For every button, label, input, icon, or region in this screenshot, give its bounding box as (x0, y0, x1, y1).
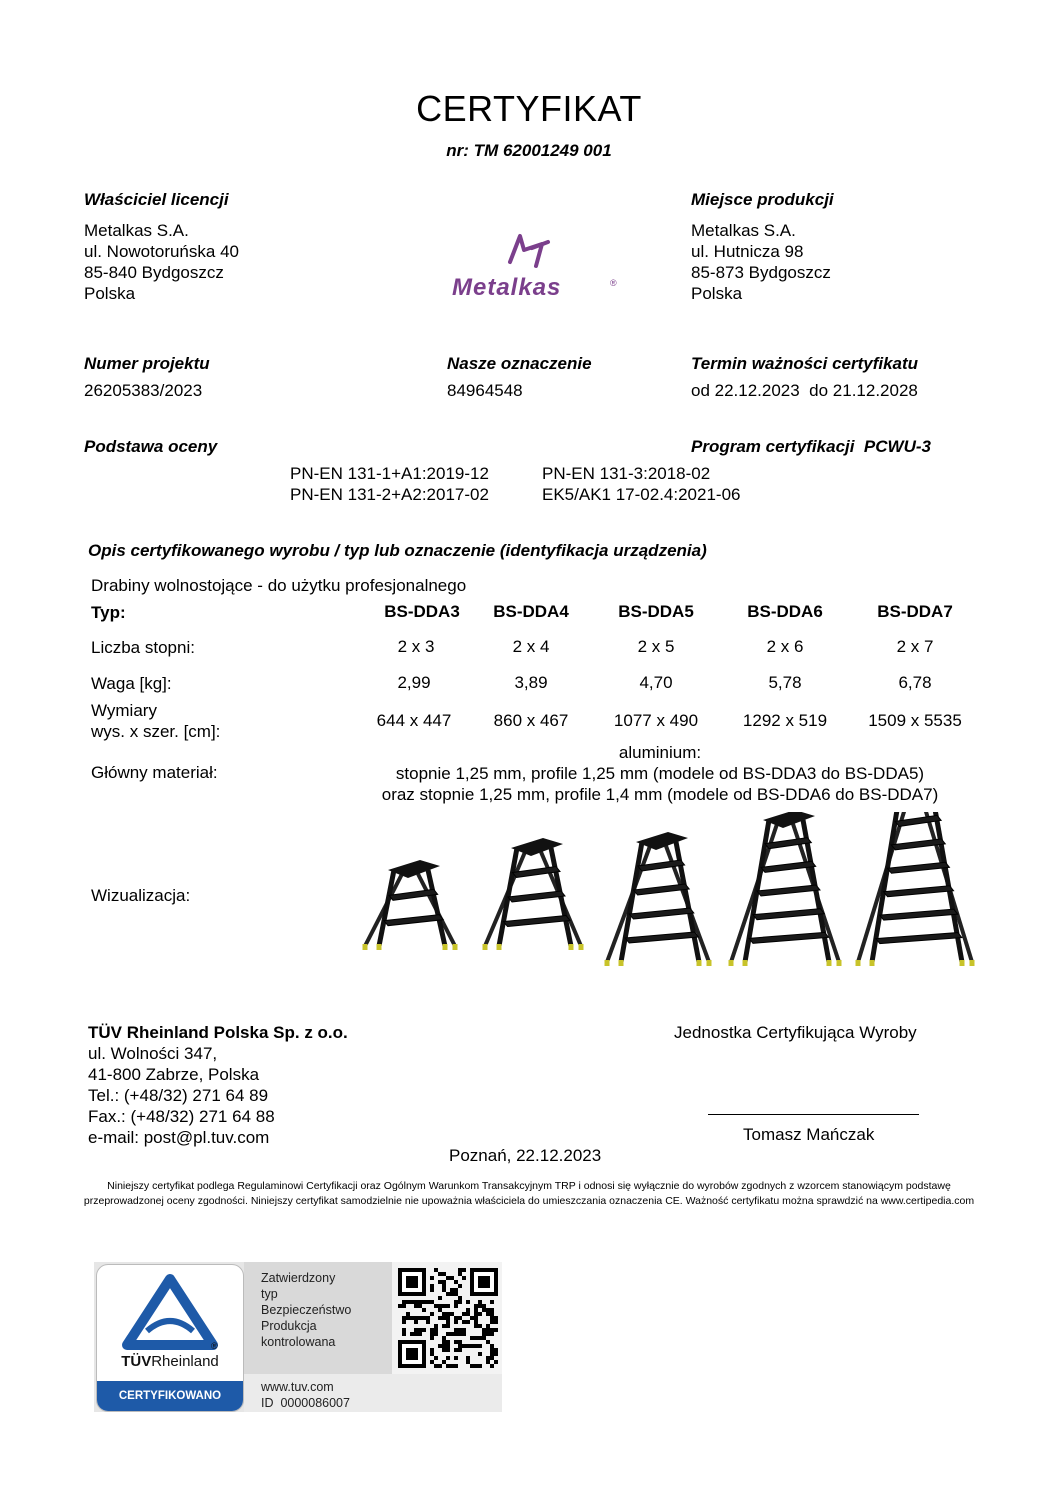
designation-value: 84964548 (447, 381, 523, 400)
production-heading: Miejsce produkcji (691, 190, 834, 209)
badge-line: kontrolowana (261, 1335, 336, 1349)
weight-value: 2,99 (397, 673, 431, 692)
weight-label: Waga [kg]: (91, 674, 172, 693)
badge-attributes (261, 1270, 351, 1350)
material-line: aluminium: (618, 743, 702, 762)
steps-value: 2 x 4 (512, 637, 550, 656)
certified-bar: CERTYFIKOWANO (97, 1381, 243, 1411)
standard: PN-EN 131-2+A2:2017-02 (290, 485, 489, 504)
standard: EK5/AK1 17-02.4:2021-06 (542, 485, 741, 504)
ladder-image (605, 832, 712, 966)
owner-line: Polska (84, 284, 136, 303)
standard: PN-EN 131-1+A1:2019-12 (290, 464, 489, 483)
owner-line: 85-840 Bydgoszcz (84, 263, 224, 282)
qr-code[interactable] (398, 1268, 498, 1368)
steps-label: Liczba stopni: (91, 638, 195, 657)
designation-heading: Nasze oznaczenie (447, 354, 592, 373)
basis-heading: Podstawa oceny (84, 437, 218, 456)
model-header: BS-DDA7 (877, 602, 953, 621)
badge-line: typ (261, 1287, 278, 1301)
model-header: BS-DDA5 (618, 602, 694, 621)
tuv-brand-bold: TÜV (121, 1353, 152, 1370)
issuer-line: ul. Wolności 347, (88, 1044, 218, 1063)
tuv-brand (97, 1353, 243, 1370)
issuer-name: TÜV Rheinland Polska Sp. z o.o. (88, 1023, 348, 1042)
standard: PN-EN 131-3:2018-02 (542, 464, 711, 483)
steps-value: 2 x 3 (397, 637, 435, 656)
issuer-line: e-mail: post@pl.tuv.com (88, 1128, 270, 1147)
ladder-image (483, 838, 584, 950)
metalkas-logo (448, 226, 628, 306)
weight-value: 3,89 (514, 673, 548, 692)
metalkas-logo-text: Metalkas (452, 274, 562, 301)
tuv-triangle-icon (97, 1271, 243, 1361)
owner-heading: Właściciel licencji (84, 190, 229, 209)
description-heading: Opis certyfikowanego wyrobu / typ lub oznaczenie (identyfikacja urządzenia) (88, 541, 707, 560)
ladder-visualizations (340, 812, 1000, 978)
badge-line: Produkcja (261, 1319, 317, 1333)
production-line: Polska (691, 284, 743, 303)
legal-note-line: Niniejszy certyfikat podlega Regulaminowi Certyfikacji oraz Ogólnym Warunkom Transakcyjnym TRP i odnosi się wyłącznie do wyrobów zgodnych z wzorcem stanowiącym podstawę (107, 1180, 951, 1192)
owner-address (84, 220, 239, 304)
owner-line: ul. Nowotoruńska 40 (84, 242, 239, 261)
model-header: BS-DDA4 (493, 602, 569, 621)
dims-value: 1077 x 490 (613, 711, 699, 730)
material-label: Główny materiał: (91, 763, 218, 782)
steps-value: 2 x 5 (637, 637, 675, 656)
signatory-name: Tomasz Mańczak (743, 1125, 875, 1144)
dims-value: 860 x 467 (493, 711, 569, 730)
badge-id: ID 0000086007 (261, 1396, 350, 1410)
production-line: ul. Hutnicza 98 (691, 242, 804, 261)
ladders-svg (340, 812, 1000, 978)
legal-note-line: przeprowadzonej oceny zgodności. Niniejszy certyfikat samodzielnie nie upoważnia właściciela do umieszczania oznaczenia CE. Ważność certyfikatu można sprawdzić na www.certipedia.com (83, 1195, 975, 1207)
dims-value: 1509 x 5535 (868, 711, 962, 730)
weight-value: 6,78 (898, 673, 932, 692)
validity-value: od 22.12.2023 do 21.12.2028 (691, 381, 918, 400)
ladder-image (729, 812, 842, 966)
place-date: Poznań, 22.12.2023 (449, 1146, 602, 1165)
material-line: stopnie 1,25 mm, profile 1,25 mm (modele od BS-DDA3 do BS-DDA5) (395, 764, 925, 783)
qr-code-icon (398, 1268, 498, 1368)
model-header: BS-DDA3 (384, 602, 460, 621)
owner-line: Metalkas S.A. (84, 221, 189, 240)
dims-label-units: wys. x szer. [cm]: (91, 722, 221, 741)
issuer-line: Fax.: (+48/32) 271 64 88 (88, 1107, 275, 1126)
material-line: oraz stopnie 1,25 mm, profile 1,4 mm (modele od BS-DDA6 do BS-DDA7) (381, 785, 939, 804)
ladder-image (856, 812, 975, 966)
badge-line: Bezpieczeństwo (261, 1303, 352, 1317)
signature-line (708, 1114, 919, 1115)
tuv-registered-mark: ® (211, 1341, 218, 1351)
issuer-line: Tel.: (+48/32) 271 64 89 (88, 1086, 269, 1105)
production-line: Metalkas S.A. (691, 221, 796, 240)
issuer-line: 41-800 Zabrze, Polska (88, 1065, 260, 1084)
badge-line: Zatwierdzony (261, 1271, 336, 1285)
material-description (340, 742, 980, 805)
registered-mark: ® (610, 278, 617, 288)
production-address (691, 220, 831, 304)
certificate-number: nr: TM 62001249 001 (446, 141, 612, 160)
weight-value: 4,70 (639, 673, 673, 692)
weight-value: 5,78 (768, 673, 802, 692)
issuer-address (88, 1043, 275, 1148)
certification-unit: Jednostka Certyfikująca Wyroby (674, 1023, 917, 1042)
type-label: Typ: (91, 603, 126, 622)
badge-url: www.tuv.com (261, 1380, 334, 1394)
dims-label: Wymiary (91, 701, 157, 720)
steps-value: 2 x 7 (896, 637, 934, 656)
tuv-logo-panel (96, 1264, 244, 1412)
visual-label: Wizualizacja: (91, 886, 191, 905)
dims-value: 644 x 447 (376, 711, 452, 730)
project-number: 26205383/2023 (84, 381, 203, 400)
legal-note (40, 1179, 1018, 1209)
production-line: 85-873 Bydgoszcz (691, 263, 831, 282)
ladder-image (363, 860, 458, 950)
steps-value: 2 x 6 (766, 637, 804, 656)
tuv-brand-rest: Rheinland (151, 1353, 219, 1370)
project-heading: Numer projektu (84, 354, 210, 373)
dims-value: 1292 x 519 (742, 711, 828, 730)
certificate-title: CERTYFIKAT (416, 88, 642, 129)
validity-heading: Termin ważności certyfikatu (691, 354, 919, 373)
program-heading: Program certyfikacji PCWU-3 (691, 437, 931, 456)
description-subtitle: Drabiny wolnostojące - do użytku profesjonalnego (91, 576, 467, 595)
model-header: BS-DDA6 (747, 602, 823, 621)
